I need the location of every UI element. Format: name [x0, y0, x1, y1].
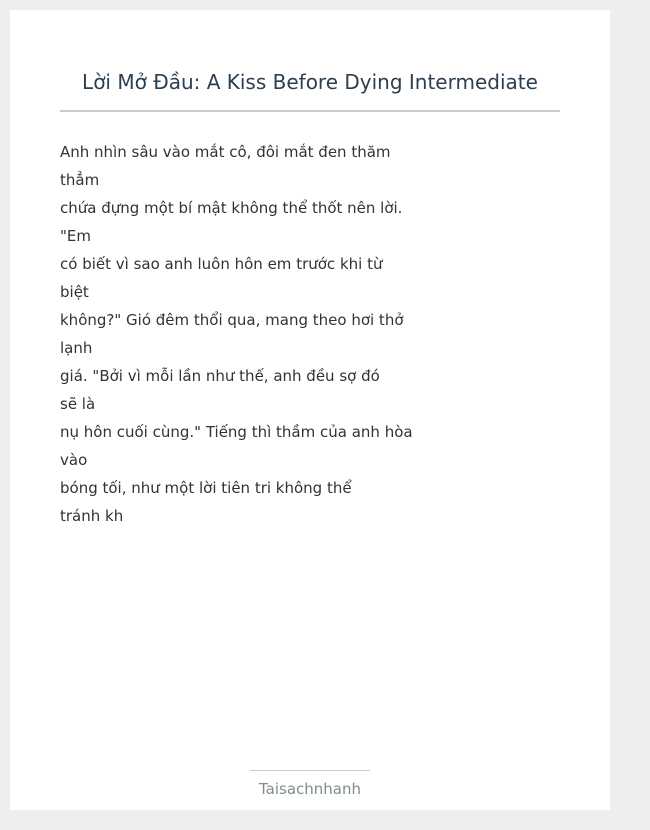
- body-line: thẳm: [60, 171, 100, 189]
- title-divider: [60, 110, 560, 112]
- body-line: không?" Gió đêm thổi qua, mang theo hơi thở: [60, 311, 404, 329]
- footer-divider: [250, 770, 370, 771]
- body-line: sẽ là: [60, 395, 96, 413]
- body-line: bóng tối, như một lời tiên tri không thể: [60, 479, 352, 497]
- body-line: biệt: [60, 283, 89, 301]
- body-line: vào: [60, 451, 88, 469]
- footer-publisher: Taisachnhanh: [258, 780, 362, 798]
- body-line: "Em: [60, 227, 91, 245]
- body-line: tránh kh: [60, 507, 124, 525]
- body-line: lạnh: [60, 339, 93, 357]
- page-title: Lời Mở Đầu: A Kiss Before Dying Intermediate: [82, 70, 538, 94]
- body-line: chứa đựng một bí mật không thể thốt nên lời.: [60, 199, 403, 217]
- body-line: giá. "Bởi vì mỗi lần như thế, anh đều sợ đó: [60, 367, 380, 385]
- body-line: nụ hôn cuối cùng." Tiếng thì thầm của anh hòa: [60, 423, 413, 441]
- body-line: có biết vì sao anh luôn hôn em trước khi từ: [60, 255, 383, 273]
- body-text: [60, 138, 420, 530]
- document-page: [10, 10, 610, 810]
- body-line: Anh nhìn sâu vào mắt cô, đôi mắt đen thăm: [60, 143, 391, 161]
